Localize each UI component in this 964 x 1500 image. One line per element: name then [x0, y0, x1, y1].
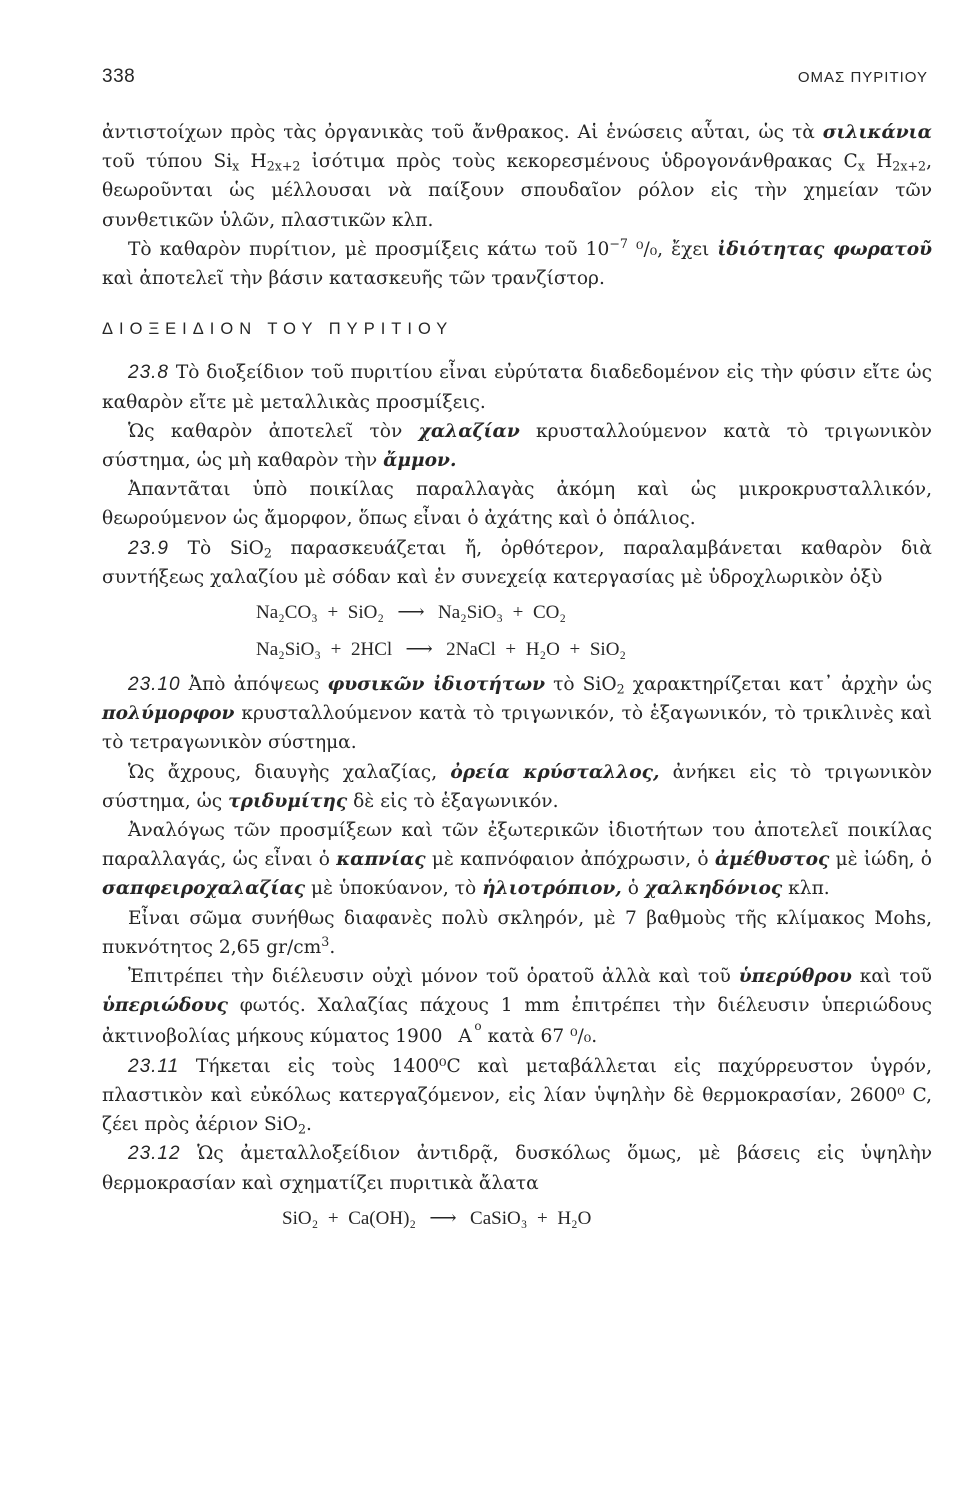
section-23-8: 23.8 Τὸ διοξείδιον τοῦ πυριτίου εἶναι εὐρύτατα διαδεδομένον εἰς τὴν φύσιν εἴτε ὡς καθαρὸν εἴτε μὲ μεταλλικὰς προσμίξεις.	[102, 362, 932, 413]
paragraph-quartz-varieties: Ἀναλόγως τῶν προσμίξεων καὶ τῶν ἐξωτερικῶν ἰδιοτήτων του ἀποτελεῖ ποικίλας παραλλαγάς, ὡς εἶναι ὁ καπνίας μὲ καπνόφαιον ἀπόχρωσιν, ὁ ἀμέθυστος μὲ ἰώδη, ὁ σαπφειροχαλαζίας μὲ ὑποκύανον, τὸ ἡλιοτρόπιον, ὁ χαλκηδόνιος κλπ.	[102, 820, 932, 900]
section-23-11: 23.11 Τήκεται εἰς τοὺς 1400⁰C καὶ μεταβάλλεται εἰς παχύρρευστον ὑγρόν, πλαστικὸν καὶ εὐκόλως κατεργαζόμενον, εἰς λίαν ὑψηλὴν δὲ θερμοκρασίαν, 2600⁰ C, ζέει πρὸς ἀέριον SiO$_2$.	[102, 1055, 932, 1137]
section-23-9: 23.9 Τὸ SiO$_2$ παρασκευάζεται ἤ, ὀρθότερον, παραλαμβάνεται καθαρὸν διὰ συντήξεως χαλαζίου μὲ σόδαν καὶ ἐν συνεχείᾳ κατεργασίας μὲ ὑδροχλωρικὸν ὀξὺ	[102, 537, 932, 588]
equation-1: Na₂CO₃ + SiO₂ ⟶ Na₂SiO₃ + CO₂	[256, 602, 567, 624]
paragraph-transmission: Ἐπιτρέπει τὴν διέλευσιν οὐχὶ μόνον τοῦ ὁρατοῦ ἀλλὰ καὶ τοῦ ὑπερύθρου καὶ τοῦ ὑπεριώδους φωτός. Χαλαζίας πάχους 1 mm ἐπιτρέπει τὴν διέλευσιν ὑπεριώδους ἀκτινοβολίας μήκους κύματος 1900 o A κατὰ 67 ⁰/₀.	[102, 966, 932, 1048]
section-heading: ΔΙΟΞΕΙΔΙΟΝ ΤΟΥ ΠΥΡΙΤΙΟΥ	[102, 320, 454, 339]
section-number: 23.8	[128, 362, 169, 384]
page-body	[102, 118, 932, 1239]
paragraph-silicanes: ἀντιστοίχων πρὸς τὰς ὀργανικὰς τοῦ ἄνθρακος. Αἱ ἑνώσεις αὗται, ὡς τὰ σιλικάνια τοῦ τύπου $Si_x$ $H_{2x+2}$ ἰσότιμα πρὸς τοὺς κεκορεσμένους ὑδρογονάνθρακας $C_x$ $H_{2x+2}$, θεωροῦνται ὡς μέλλουσαι νὰ παίξουν σπουδαῖον ρόλον εἰς τὴν χημείαν τῶν συνθετικῶν ὑλῶν, πλαστικῶν κλπ.	[102, 122, 932, 231]
paragraph-varieties: Ἀπαντᾶται ὑπὸ ποικίλας παραλλαγὰς ἀκόμη καὶ ὡς μικροκρυσταλλικόν, θεωρούμενον ὡς ἄμορφον, ὅπως εἶναι ὁ ἀχάτης καὶ ὁ ὀπάλιος.	[102, 479, 932, 530]
section-23-12: 23.12 Ὡς ἀμεταλλοξείδιον ἀντιδρᾷ, δυσκόλως ὅμως, μὲ βάσεις εἰς ὑψηλὴν θερμοκρασίαν καὶ σχηματίζει πυριτικὰ ἄλατα	[102, 1143, 932, 1194]
equation-3: SiO₂ + Ca(OH)₂ ⟶ CaSiO₃ + H₂O	[282, 1207, 592, 1229]
angstrom-symbol: o A	[458, 1019, 482, 1048]
section-number: 23.11	[128, 1055, 180, 1077]
running-head: ΟΜΑΣ ΠΥΡΙΤΙΟΥ	[797, 69, 928, 86]
equation-2: Na₂SiO₃ + 2HCl ⟶ 2NaCl + H₂O + SiO₂	[256, 639, 627, 661]
paragraph-pure-silicon: Τὸ καθαρὸν πυρίτιον, μὲ προσμίξεις κάτω τοῦ $10^{-7}$ ⁰/₀, ἔχει ἰδιότητας φωρατοῦ καὶ ἀποτελεῖ τὴν βάσιν κατασκευῆς τῶν τρανζίστορ.	[102, 235, 933, 290]
page-number: 338	[102, 66, 136, 87]
section-number: 23.10	[128, 674, 181, 696]
paragraph-hardness: Εἶναι σῶμα συνήθως διαφανὲς πολὺ σκληρόν, μὲ 7 βαθμοὺς τῆς κλίμακος Mohs, πυκνότητος 2,65 $gr/cm^3$.	[102, 907, 932, 958]
section-number: 23.9	[128, 537, 169, 559]
section-23-10: 23.10 Ἀπὸ ἀπόψεως φυσικῶν ἰδιοτήτων τὸ SiO$_2$ χαρακτηρίζεται κατ᾿ ἀρχὴν ὡς πολύμορφον κρυσταλλούμενον κατὰ τὸ τριγωνικόν, τὸ ἑξαγωνικόν, τὸ τρικλινὲς καὶ τὸ τετραγωνικὸν σύστημα.	[102, 674, 932, 754]
page-header	[102, 66, 928, 88]
paragraph-quartz: Ὡς καθαρὸν ἀποτελεῖ τὸν χαλαζίαν κρυσταλλούμενον κατὰ τὸ τριγωνικὸν σύστημα, ὡς μὴ καθαρὸν τὴν ἄμμον.	[102, 420, 932, 472]
section-number: 23.12	[128, 1143, 181, 1165]
paragraph-rock-crystal: Ὡς ἄχρους, διαυγὴς χαλαζίας, ὀρεία κρύσταλλος, ἀνήκει εἰς τὸ τριγωνικὸν σύστημα, ὡς τριδυμίτης δὲ εἰς τὸ ἑξαγωνικόν.	[102, 761, 933, 812]
